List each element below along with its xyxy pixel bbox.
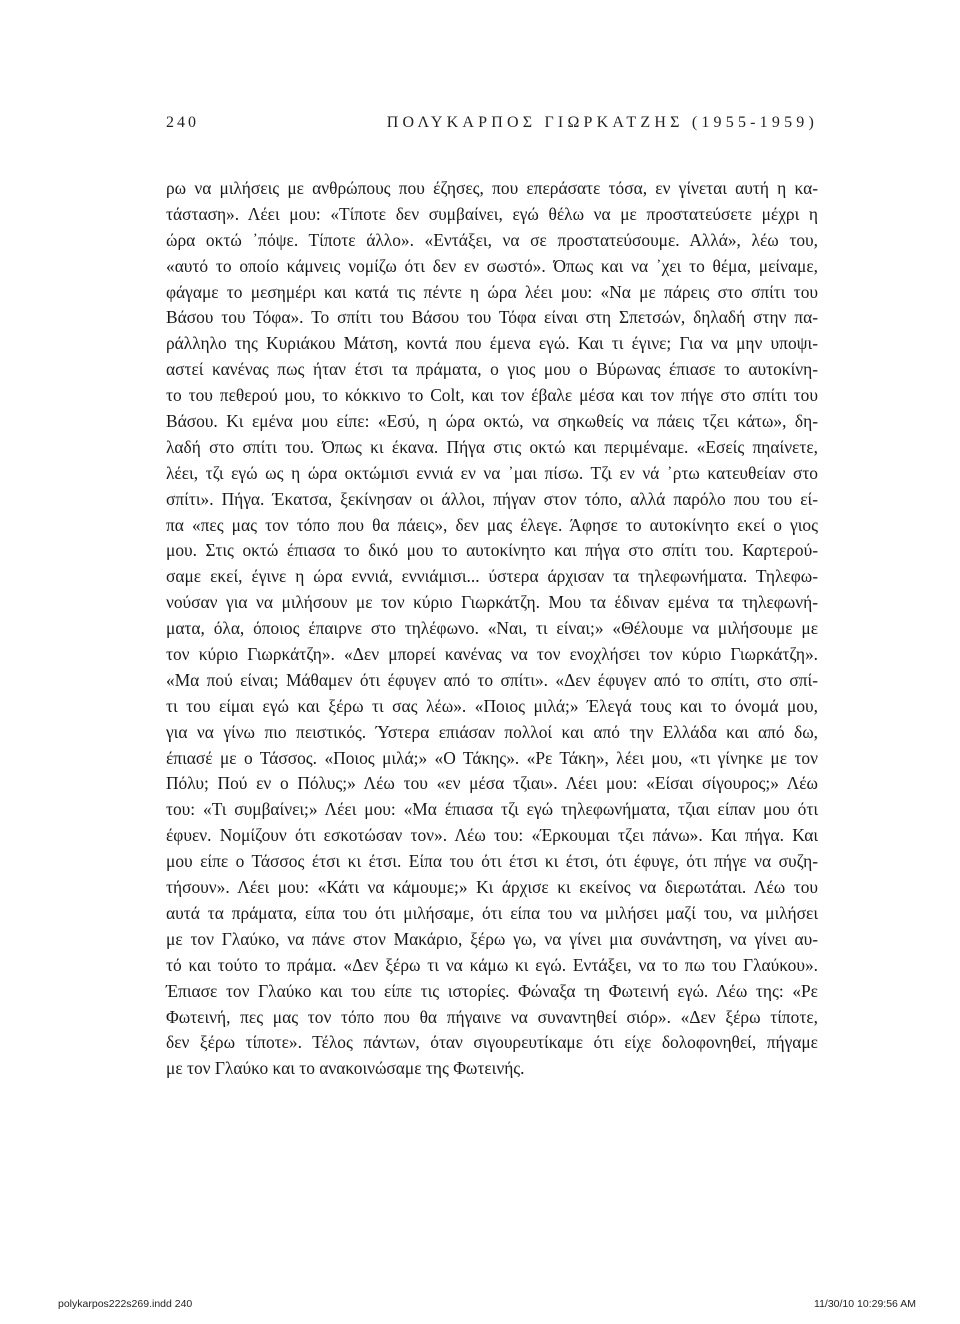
text-line: ράλληλο της Κυριάκου Μάτση, κοντά που έμενα εγώ. Και τι έγινε; Για να μην υποψι- [166, 333, 818, 354]
text-line: «Μα πού είναι; Μάθαμεν ότι έφυγεν από το σπίτι». «Δεν έφυγεν από το σπίτι, στο σπί- [166, 669, 818, 690]
text-line: έφυεν. Νομίζουν ότι εσκοτώσαν τον». Λέω του: «Έρκουμαι τζει πάνω». Και πήγα. Και [166, 825, 818, 846]
text-line: Πόλυ; Πού εν ο Πόλυς;» Λέω του «εν μέσα τζιαι». Λέει μου: «Είσαι σίγουρος;» Λέω [166, 773, 818, 794]
text-line: Βάσου. Κι εμένα μου είπε: «Εσύ, η ώρα οκτώ, να σηκωθείς να πάεις τζει κάτω», δη- [166, 411, 818, 432]
text-line: τό και τούτο το πράμα. «Δεν ξέρω τι να κάμω κι εγώ. Εντάξει, να το πω του Γλαύκου». [166, 954, 818, 975]
footer-file-name: polykarpos222s269.indd 240 [58, 1298, 193, 1310]
running-title: ΠΟΛΥΚΑΡΠΟΣ ΓΙΩΡΚΑΤΖΗΣ (1955-1959) [386, 114, 818, 131]
text-line: έπιασέ με ο Τάσσος. «Ποιος μιλά;» «Ο Τάκης». «Ρε Τάκη», λέει μου, «τι γίνηκε με τον [166, 747, 818, 768]
body-text [166, 176, 818, 1082]
text-line: με τον Γλαύκο και το ανακοινώσαμε της Φωτεινής. [166, 1058, 525, 1079]
text-line: τον κύριο Γιωρκάτζη». «Δεν μπορεί κανένας να τον ενοχλήσει τον κύριο Γιωρκάτζη». [166, 644, 818, 665]
text-line: πα «πες μας τον τόπο που θα πάεις», δεν μας έλεγε. Άφησε το αυτοκίνητο εκεί ο γιος [166, 514, 818, 535]
text-line: τι του είμαι εγώ και ξέρω τι σας λέω». «Ποιος μιλά;» Έλεγά τους και το όνομά μου, [166, 695, 818, 716]
text-line: δεν ξέρω τίποτε». Τέλος πάντων, όταν σιγουρευτίκαμε ότι είχε δολοφονηθεί, πήγαμε [166, 1032, 818, 1053]
text-line: φάγαμε το μεσημέρι και κατά τις πέντε η ώρα λέει μου: «Να με πάρεις στο σπίτι του [166, 281, 818, 302]
text-line: αυτά τα πράματα, είπα του ότι μιλήσαμε, ότι είπα του να μιλήσει μαζί του, να μιλήσει [166, 902, 818, 923]
text-line: το του πεθερού μου, το κόκκινο το Colt, και τον έβαλε μέσα και τον πήγε στο σπίτι του [166, 385, 818, 406]
text-line: «αυτό το οποίο κάμνεις νομίζω ότι δεν εν σωστό». Όπως και να ᾽χει το θέμα, μείναμε, [166, 255, 818, 276]
text-line: ώρα οκτώ ᾽πόψε. Τίποτε άλλο». «Εντάξει, να σε προστατεύσουμε. Αλλά», λέω του, [166, 229, 818, 250]
text-line: ρω να μιλήσεις με ανθρώπους που έζησες, που επεράσατε τόσα, εν γίνεται αυτή η κα- [166, 178, 818, 198]
text-line: Φωτεινή, πες μας τον τόπο που θα πήγαινε να συναντηθεί σιόρ». «Δεν ξέρω τίποτε, [166, 1006, 818, 1027]
text-line: Έπιασε τον Γλαύκο και του είπε τις ιστορίες. Φώναξα τη Φωτεινή εγώ. Λέω της: «Ρε [166, 980, 818, 1001]
text-line: Βάσου του Τόφα». Το σπίτι του Βάσου του Τόφα είναι στη Σπετσών, δηλαδή στην πα- [166, 307, 818, 328]
text-line: ματα, όλα, όποιος έπαιρνε στο τηλέφωνο. «Ναι, τι είναι;» «Θέλουμε να μιλήσουμε με [166, 618, 818, 639]
text-line: τάσταση». Λέει μου: «Τίποτε δεν συμβαίνει, εγώ θέλω να με προστατεύσετε μέχρι η [166, 203, 818, 224]
text-line: αστεί κανένας πως ήταν έτσι τα πράματα, ο γιος μου ο Βύρωνας έπιασε το αυτοκίνη- [166, 359, 818, 380]
text-line: για να γίνω πιο πειστικός. Ύστερα επιάσαν πολλοί και από την Ελλάδα και από δω, [166, 721, 818, 742]
running-header [166, 114, 818, 140]
text-line: με τον Γλαύκο, να πάνε στον Μακάριο, ξέρω γω, να γίνει μια συνάντηση, να γίνει αυ- [166, 928, 818, 949]
text-line: σπίτι». Πήγα. Έκατσα, ξεκίνησαν οι άλλοι, πήγαν στον τόπο, αλλά παρόλο που του εί- [166, 488, 818, 509]
print-footer [58, 1298, 916, 1314]
text-line: σαμε εκεί, έγινε η ώρα εννιά, εννιάμισι... ύστερα άρχισαν τα τηλεφωνήματα. Τηλεφω- [166, 566, 818, 587]
text-line: τήσουν». Λέει μου: «Κάτι να κάμουμε;» Κι άρχισε κι εκείνος να διερωτάται. Λέω του [166, 877, 818, 898]
footer-timestamp: 11/30/10 10:29:56 AM [814, 1298, 916, 1310]
text-line: λέει, τζι εγώ ως η ώρα οκτώμισι εννιά εν να ᾽μαι πίσω. Τζι εν νά ᾽ρτω κατευθείαν στο [166, 462, 818, 483]
text-line: του: «Τι συμβαίνει;» Λέει μου: «Μα έπιασα τζι εγώ τηλεφωνήματα, τζιαι είπαν μου ότι [166, 799, 818, 820]
text-line: νούσαν για να μιλήσουν με τον κύριο Γιωρκάτζη. Μου τα έδιναν εμένα τα τηλεφωνή- [166, 592, 818, 613]
text-line: λαδή στο σπίτι του. Όπως κι έκανα. Πήγα στις οκτώ και περιμέναμε. «Εσείς πηαίνετε, [166, 436, 818, 457]
text-line: μου. Στις οκτώ έπιασα το δικό μου το αυτοκίνητο και πήγα στο σπίτι του. Καρτερού- [166, 540, 818, 561]
text-line: μου είπε ο Τάσσος έτσι κι έτσι. Είπα του ότι έτσι κι έτσι, ότι έφυγε, ότι πήγε να συζη- [166, 851, 818, 872]
page-number: 240 [166, 114, 199, 131]
